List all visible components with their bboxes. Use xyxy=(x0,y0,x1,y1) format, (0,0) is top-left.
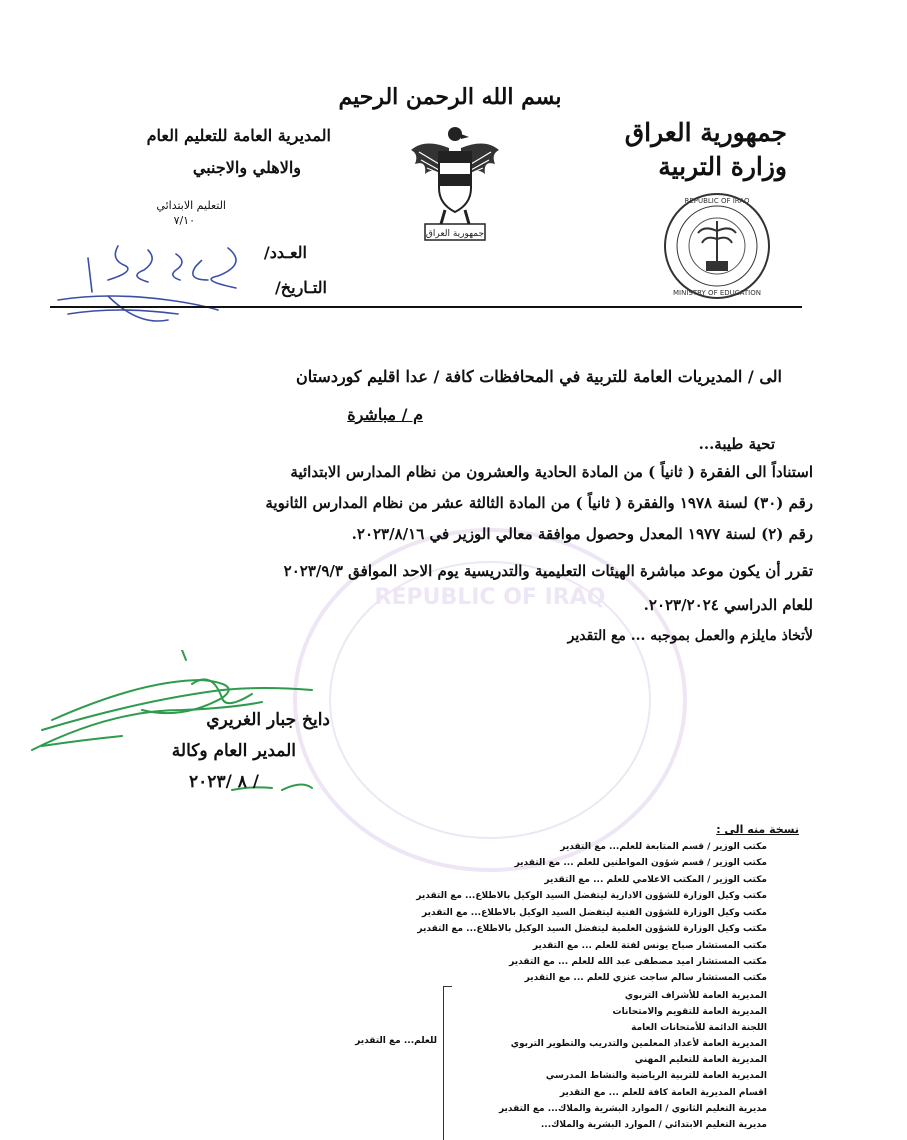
copy-item: مكتب وكيل الوزارة للشؤون الفنية ليتفضل السيد الوكيل بالاطلاع... مع التقدير xyxy=(422,908,767,918)
copy-item: مكتب الوزير / المكتب الاعلامي للعلم ... مع التقدير xyxy=(544,875,767,885)
copy-item: المديرية العامة للتعليم المهني xyxy=(634,1055,767,1065)
paragraph-line-4: تقرر أن يكون موعد مباشرة الهيئات التعليمية والتدريسية يوم الاحد الموافق ٢٠٢٣/٩/٣ xyxy=(283,562,813,580)
copy-item: مديرية التعليم الثانوي / الموارد البشرية والملاك... مع التقدير xyxy=(498,1104,767,1114)
handwritten-number-icon xyxy=(48,236,258,346)
group-bracket xyxy=(443,986,452,1140)
copy-item: المديرية العامة لأعداد المعلمين والتدريب والتطوير التربوي xyxy=(510,1039,767,1049)
directorate-line-1: المديرية العامة للتعليم العام xyxy=(146,126,331,145)
seal-text: REPUBLIC OF IRAQ xyxy=(684,197,750,205)
eagle-caption: جمهورية العراق xyxy=(425,229,485,239)
copy-item: المديرية العامة للتقويم والامتحانات xyxy=(612,1007,767,1017)
ministry-name: وزارة التربية xyxy=(658,152,787,181)
paragraph-line-5: للعام الدراسي ٢٠٢٣/٢٠٢٤. xyxy=(643,596,813,614)
letter-recipient: الى / المديريات العامة للتربية في المحافظات كافة / عدا اقليم كوردستان xyxy=(295,367,782,386)
copies-group-suffix: للعلم... مع التقدير xyxy=(355,1036,437,1046)
signature-date: / ٨ /٢٠٢٣ xyxy=(189,772,259,792)
paragraph-line-2: رقم (٣٠) لسنة ١٩٧٨ والفقرة ( ثانياً ) من المادة الثالثة عشر من نظام المدارس الثانوية xyxy=(265,494,813,512)
svg-text:MINISTRY OF EDUCATION: MINISTRY OF EDUCATION xyxy=(673,289,761,297)
copy-item: مكتب وكيل الوزارة للشؤون الادارية ليتفضل السيد الوكيل بالاطلاع... مع التقدير xyxy=(416,891,767,901)
number-label: العـدد/ xyxy=(263,243,307,262)
directorate-line-2: والاهلي والاجنبي xyxy=(192,158,301,177)
paragraph-line-1: استناداً الى الفقرة ( ثانياً ) من المادة الحادية والعشرون من نظام المدارس الابتدائية xyxy=(290,463,813,481)
copy-item: مديرية التعليم الابتدائي / الموارد البشرية والملاك... xyxy=(540,1120,767,1130)
copy-item: المديرية العامة للتربية الرياضية والنشاط المدرسي xyxy=(545,1071,767,1081)
paragraph-line-3: رقم (٢) لسنة ١٩٧٧ المعدل وحصول موافقة معالي الوزير في ٢٠٢٣/٨/١٦. xyxy=(351,525,813,543)
copy-item: مكتب المستشار سالم ساجت عنزي للعلم ... مع التقدير xyxy=(524,973,767,983)
date-label: التـاريخ/ xyxy=(274,278,327,297)
signatory-title: المدير العام وكالة xyxy=(171,741,296,761)
ministry-seal-icon xyxy=(662,191,772,301)
copy-item: مكتب المستشار اميد مصطفى عبد الله للعلم ... مع التقدير xyxy=(509,957,767,967)
country-name: جمهورية العراق xyxy=(624,118,787,147)
svg-text:REPUBLIC OF IRAQ: REPUBLIC OF IRAQ xyxy=(374,585,606,610)
signatory-name: دايخ جبار الغريري xyxy=(206,710,330,730)
letter-greeting: تحية طيبة... xyxy=(698,435,775,453)
section-name: التعليم الابتدائي xyxy=(156,199,226,212)
copy-item: اقسام المديرية العامة كافة للعلم ... مع التقدير xyxy=(559,1088,767,1098)
letter-subject: م / مباشرة xyxy=(347,405,423,424)
copies-title: نسخة منه الى : xyxy=(716,823,799,836)
iraq-eagle-emblem-icon xyxy=(405,120,505,250)
header-divider xyxy=(50,306,802,308)
copy-item: مكتب المستشار صباح يونس لفتة للعلم ... مع التقدير xyxy=(532,941,767,951)
basmala: بسم الله الرحمن الرحيم xyxy=(338,84,562,110)
copy-item: مكتب وكيل الوزارة للشؤون العلمية ليتفضل السيد الوكيل بالاطلاع... مع التقدير xyxy=(417,924,767,934)
copy-item: مكتب الوزير / قسم شؤون المواطنين للعلم ... مع التقدير xyxy=(514,858,767,868)
section-number: ٧/١٠ xyxy=(173,214,195,227)
copy-item: مكتب الوزير / قسم المتابعة للعلم... مع التقدير xyxy=(560,842,767,852)
copy-item: المديرية العامة للأشراف التربوي xyxy=(624,991,767,1001)
copy-item: اللجنة الدائمة للأمتحانات العامة xyxy=(631,1023,767,1033)
letter-closing: لأتخاذ مايلزم والعمل بموجبه ... مع التقدير xyxy=(567,628,813,644)
